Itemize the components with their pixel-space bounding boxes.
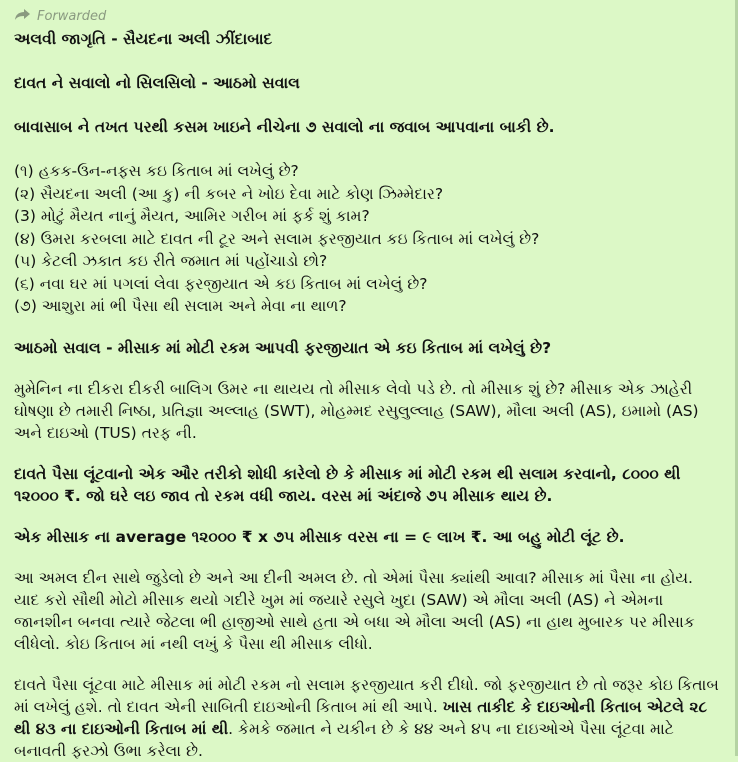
forwarded-indicator bbox=[14, 6, 721, 26]
list-item: (૫) કેટલી ઝકાત કઇ રીતે જમાત માં પહોંચાડો છો? bbox=[14, 252, 328, 270]
forwarded-label: Forwarded bbox=[37, 8, 107, 24]
paragraph-proof-request bbox=[14, 674, 721, 762]
list-item: (૭) આશુરા માં ભી પૈસા થી સલામ અને મેવા ના થાળ? bbox=[14, 297, 347, 315]
list-item: (૬) નવા ઘર માં પગલાં લેવા ફરજીયાત એ કઇ કિતાબ માં લખેલું છે? bbox=[14, 274, 428, 293]
paragraph-ghadir-khumm: આ અમલ દીન સાથે જુડેલો છે અને આ દીની અમલ છે. તો એમાં પૈસા ક્યાંથી આવા? મીસાક માં પૈસા ના હોય. યાદ કરો સૌથી મોટો મીસાક થયો ગદીરે ખુમ માં જયારે રસુલે ખુદા (SAW) એ મૌલા અલી (AS) ને એમના જાનશીન બનવા ત્યારે જેટલા ભી હાજીઓ સાથે હતા એ બધા એ મૌલા અલી (AS) ના હાથ મુબારક પર મીસાક લીધેલો. કોઇ કિતાબ માં નથી લખું કે પૈસા થી મીસાક લીધો. bbox=[14, 568, 695, 653]
paragraph-misaq-average: એક મીસાક ના average ૧૨૦૦૦ ₹ x ૭૫ મીસાક વરસ ના = ૯ લાખ ₹. આ બહુ મોટી લૂંટ છે. bbox=[14, 527, 625, 546]
heading-series: દાવત ને સવાલો નો સિલસિલો - આઠમો સવાલ bbox=[14, 74, 300, 92]
paragraph-proof-emphasis: ખાસ તાકીદ કે દાઇઓની કિતાબ એટલે ૨૮ થી ૪૩ ના દાઇઓની કિતાબ માં થી bbox=[14, 697, 708, 738]
paragraph-misaq-amount: દાવતે પૈસા લૂંટવાનો એક ઔર તરીકો શોધી કારેલો છે કે મીસાક માં મોટી રકમ થી સલામ કરવાનો, ૮૦૦૦ થી ૧૨૦૦૦ ₹. જો ઘરે લઇ જાવ તો રકમ વધી જાય. વરસ માં અંદાજે ૭૫ મીસાક થાય છે. bbox=[14, 464, 681, 505]
heading-pending-questions: બાવાસાબ ને તખત પરથી કસમ ખાઇને નીચેના ૭ સવાલો ના જવાબ આપવાના બાકી છે. bbox=[14, 118, 555, 136]
paragraph-proof-text-b: . કેમકે જમાત ને યકીન છે કે ૪૪ અને ૪૫ ના દાઇઓએ પૈસા લૂંટવા માટે બનાવતી ફરઝો ઉભા કરેલા છે. bbox=[14, 719, 674, 760]
questions-list bbox=[14, 160, 721, 318]
list-item: (3) મોટું મૈયત નાનું મૈયત, આમિર ગરીબ માં ફર્ક શું કામ? bbox=[14, 207, 370, 225]
list-item: (૧) હકક-ઉન-નફસ કઇ કિતાબ માં લખેલું છે? bbox=[14, 162, 299, 180]
heading-eighth-question: આઠમો સવાલ - મીસાક માં મોટી રકમ આપવી ફરજીયાત એ કઇ કિતાબ માં લખેલું છે? bbox=[14, 338, 552, 357]
paragraph-proof-text-a: દાવતે પૈસા લૂંટવા માટે મીસાક માં મોટી રકમ નો સલામ ફરજીયાત કરી દીધો. જો ફરજીયાત છે તો જરૂર કોઇ કિતાબ માં લખેલું હશે. તો દાવત એની સાબિતી દાઇઓની કિતાબ માં થી આપે. bbox=[14, 675, 719, 716]
paragraph-misaq-definition: મુમેનિન ના દીકરા દીકરી બાલિગ ઉમર ના થાયય તો મીસાક લેવો પડે છે. તો મીસાક શું છે? મીસાક એક ઝાહેરી ઘોષણા છે તમારી નિષ્ઠા, પ્રતિજ્ઞા અલ્લાહ (SWT), મોહમ્મદ રસુલુલ્લાહ (SAW), મૌલા અલી (AS), ઇમામો (AS) અને દાઇઓ (TUS) તરફ ની. bbox=[14, 379, 699, 442]
list-item: (૨) સૈયદના અલી (આ કુ) ની કબર ને ખોઇ દેવા માટે કોણ ઝિમ્મેદાર? bbox=[14, 184, 444, 203]
forward-arrow-icon bbox=[14, 8, 32, 25]
list-item: (૪) ઉમરા કરબલા માટે દાવત ની ટૂર અને સલામ ફરજીયાત કઇ કિતાબ માં લખેલું છે? bbox=[14, 229, 540, 248]
heading-alvi-jagruti: અલવી જાગૃતિ - સૈયદના અલી ઝીંદાબાદ bbox=[14, 30, 273, 48]
